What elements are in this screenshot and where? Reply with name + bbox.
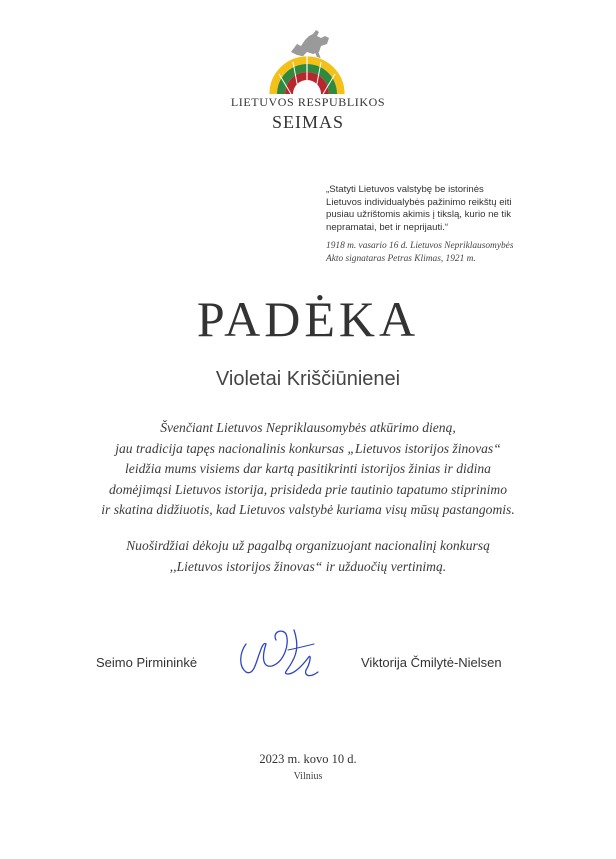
signatory-name: Viktorija Čmilytė-Nielsen <box>361 655 502 670</box>
document-title: PADĖKA <box>196 291 420 347</box>
signatory-role: Seimo Pirmininkė <box>96 655 198 670</box>
body-line: leidžia mums visiems dar kartą pasitikrinti istorijos žinias ir didina <box>125 461 491 477</box>
body-line: ,,Lietuvos istorijos žinovas“ ir užduočių vertinimą. <box>169 558 447 574</box>
quote-line: „Statyti Lietuvos valstybę be istorinės <box>326 184 484 195</box>
quote-line: pusiau užrištomis akimis į tikslą, kurio ne tik <box>326 209 512 221</box>
organization-line2: SEIMAS <box>271 112 344 132</box>
quote-line: Lietuvos individualybės pažinimo reikštų eiti <box>326 196 512 208</box>
body-line: Nuoširdžiai dėkoju už pagalbą organizuojant nacionalinį konkursą <box>126 538 490 553</box>
document-date: 2023 m. kovo 10 d. <box>259 752 357 766</box>
quote-line: nepramatai, bet ir neprijauti.“ <box>326 221 449 233</box>
epigraph-quote <box>326 184 571 234</box>
quote-attribution <box>326 240 571 265</box>
handwritten-signature <box>232 622 332 684</box>
body-paragraph-1 <box>0 418 616 521</box>
body-paragraph-2 <box>0 536 616 577</box>
body-line: domėjimąsi Lietuvos istorija, prisideda prie tautinio tapatumo stiprinimo <box>108 481 507 497</box>
recipient-name: Violetai Kriščiūnienei <box>215 368 401 390</box>
vytis-knight-icon <box>291 30 329 56</box>
body-line: jau tradicija tapęs nacionalinis konkursas „Lietuvos istorijos žinovas“ <box>115 440 501 456</box>
seimas-logo-icon <box>261 22 353 100</box>
body-line: ir skatina didžiuotis, kad Lietuvos valstybė kuriama visų mūsų pastangomis. <box>101 502 515 518</box>
seimas-emblem <box>261 22 353 100</box>
body-line: Švenčiant Lietuvos Nepriklausomybės atkūrimo dieną, <box>160 420 456 435</box>
organization-line1: LIETUVOS RESPUBLIKOS <box>230 95 386 109</box>
signature-icon <box>232 622 332 684</box>
attribution-line: Akto signataras Petras Klimas, 1921 m. <box>326 253 476 264</box>
attribution-line: 1918 m. vasario 16 d. Lietuvos Nepriklausomybės <box>326 241 514 251</box>
document-place: Vilnius <box>293 771 323 782</box>
